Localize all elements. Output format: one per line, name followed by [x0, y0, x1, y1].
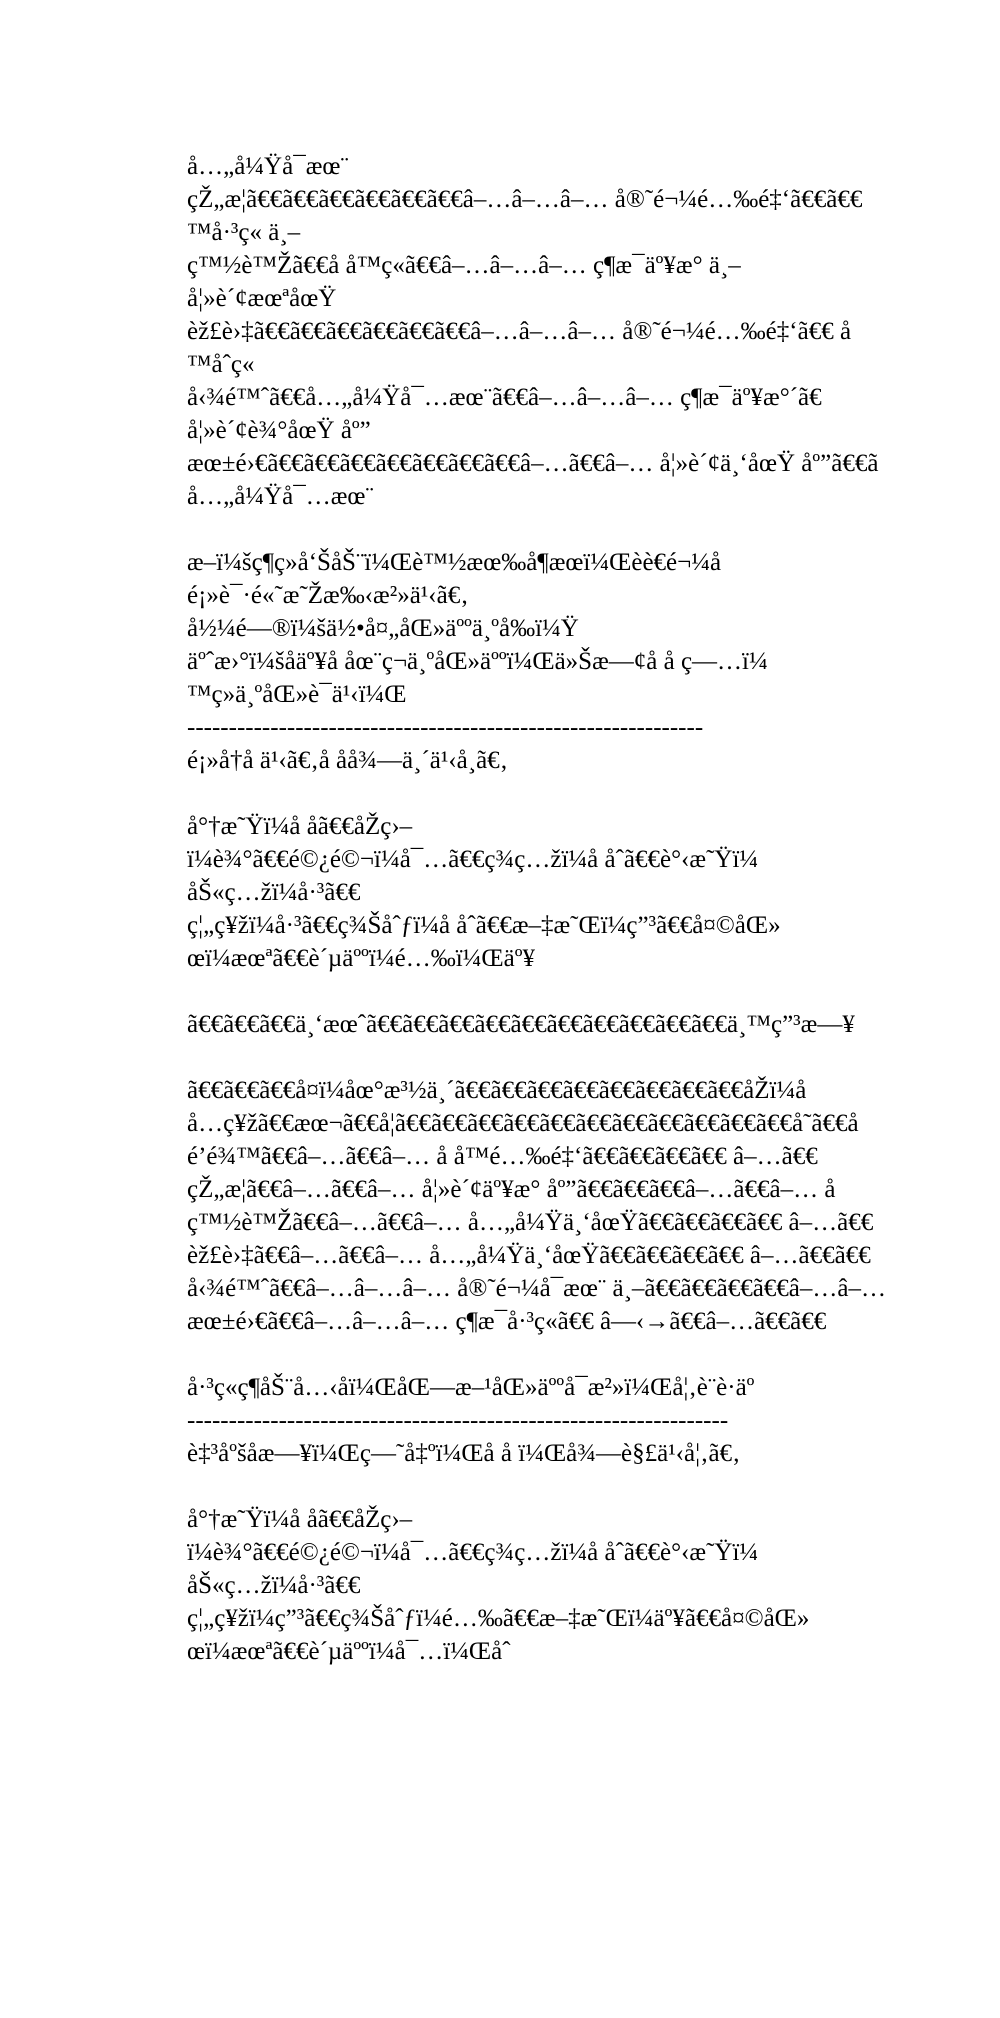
- text-line: æœ±é›€ã€€ã€€ã€€ã€€ã€€ã€€ã€€â–…ã€€â–… å¦»è´¢ä¸‘åœŸ åº”ã€€ã: [187, 450, 879, 477]
- paragraph-gap: [187, 975, 1000, 1008]
- text-line: è‡³åºšåæ—¥ï¼Œç—˜å‡ºï¼Œå å ï¼Œå¾—è§£ä¹‹å¦‚ã€‚: [187, 1440, 741, 1467]
- paragraph-gap: [187, 1338, 1000, 1371]
- text-line: ç™½è™Žã€€â–…ã€€â–… å…„å¼Ÿä¸‘åœŸã€€ã€€ã€€ã€€ â–…ã€€: [187, 1209, 874, 1236]
- text-line: åŠ«ç…žï¼å·³ã€€: [187, 879, 361, 906]
- text-line: ç™½è™Žã€€å å™ç«ã€€â–…â–…â–… ç¶æ¯äº¥æ° ä¸–: [187, 252, 741, 279]
- text-line: åŠ«ç…žï¼å·³ã€€: [187, 1572, 361, 1599]
- paragraph-gap: [187, 513, 1000, 546]
- date-line: ã€€ã€€ã€€ä¸‘æœˆã€€ã€€ã€€ã€€ã€€ã€€ã€€ã€€ã€€ã€€ä¸™ç”³æ—¥: [187, 1011, 855, 1038]
- text-line: å…ç¥žã€€æœ¬ã€€å¦ã€€ã€€ã€€ã€€ã€€ã€€ã€€ã€€ã€€ã€€ã€€å˜ã€€å: [187, 1110, 859, 1137]
- text-line: ™åˆç«: [187, 351, 255, 378]
- text-line: å…„å¼Ÿå¯…æœ¨: [187, 483, 374, 510]
- text-line: æœ±é›€ã€€â–…â–…â–… ç¶æ¯å·³ç«ã€€ â—‹→ã€€â–…ã€€ã€€: [187, 1308, 827, 1335]
- interpretation-block: [187, 546, 1000, 711]
- text-line: çŽ„æ¦ã€€ã€€ã€€ã€€ã€€ã€€â–…â–…â–… å®˜é¬¼é…‰é‡‘ã€€ã€€: [187, 186, 863, 213]
- text-line: å¦»è´¢æœªåœŸ: [187, 285, 337, 312]
- text-line: å°†æ˜Ÿï¼å åã€€åŽç›–: [187, 813, 413, 840]
- text-line: ç¦„ç¥žï¼å·³ã€€ç¾Šåˆƒï¼å åˆã€€æ–‡æ˜Œï¼ç”³ã€€å¤©åŒ»: [187, 912, 781, 939]
- text-line: ã€€ã€€ã€€å¤ï¼åœ°æ³½ä¸´ã€€ã€€ã€€ã€€ã€€ã€€ã€€ã€€åŽï¼å: [187, 1077, 807, 1104]
- text-line: ï¼è¾°ã€€é©¿é©¬ï¼å¯…ã€€ç¾ç…žï¼å åˆã€€è°‹æ˜Ÿï¼: [187, 1539, 759, 1566]
- divider-line: -----------------------------------------------------------------: [187, 1407, 729, 1434]
- text-line: èž£è›‡ã€€â–…ã€€â–… å…„å¼Ÿä¸‘åœŸã€€ã€€ã€€ã€€ â–…ã€€ã€€: [187, 1242, 871, 1269]
- hexagram-block-1: [187, 150, 1000, 513]
- shensha-block-2: [187, 1503, 1000, 1668]
- text-line: å°†æ˜Ÿï¼å åã€€åŽç›–: [187, 1506, 413, 1533]
- text-line: ™å·³ç« ä¸–: [187, 219, 301, 246]
- text-line: å½¼é—®ï¼šä½•å¤„åŒ»äººä¸ºå‰ï¼Ÿ: [187, 615, 579, 642]
- text-line: œï¼æœªã€€è´µäººï¼å¯…ï¼Œåˆ: [187, 1638, 511, 1665]
- document-page: [187, 150, 1000, 1668]
- text-line: å…„å¼Ÿå¯æœ¨: [187, 153, 349, 180]
- paragraph-gap: [187, 777, 1000, 810]
- hexagram-block-2: [187, 1074, 1000, 1338]
- text-line: å¦»è´¢è¾°åœŸ åº”: [187, 417, 371, 444]
- text-line: æ–ï¼šç¶ç»å‘ŠåŠ¨ï¼Œè™½æœ‰å¶æœï¼Œèè€é¬¼å: [187, 549, 722, 576]
- text-line: èž£è›‡ã€€ã€€ã€€ã€€ã€€ã€€â–…â–…â–… å®˜é¬¼é…‰é‡‘ã€€ å: [187, 318, 852, 345]
- text-line: ™ç»ä¸ºåŒ»è¯ä¹‹ï¼Œ: [187, 681, 407, 708]
- text-line: å‹¾é™ˆã€€â–…â–…â–… å®˜é¬¼å¯æœ¨ ä¸–ã€€ã€€ã€€ã€€â–…â–…: [187, 1275, 886, 1302]
- paragraph-gap: [187, 1041, 1000, 1074]
- text-line: ç¦„ç¥žï¼ç”³ã€€ç¾Šåˆƒï¼é…‰ã€€æ–‡æ˜Œï¼äº¥ã€€å¤©åŒ»: [187, 1605, 810, 1632]
- text-line: é¡»å†å ä¹‹ã€‚å åå¾—ä¸´ä¹‹å¸ã€‚: [187, 747, 508, 774]
- paragraph-gap: [187, 1470, 1000, 1503]
- shensha-block-1: [187, 810, 1000, 975]
- text-line: ï¼è¾°ã€€é©¿é©¬ï¼å¯…ã€€ç¾ç…žï¼å åˆã€€è°‹æ˜Ÿï¼: [187, 846, 759, 873]
- text-line: å‹¾é™ˆã€€å…„å¼Ÿå¯…æœ¨ã€€â–…â–…â–… ç¶æ¯äº¥æ°´ã€: [187, 384, 822, 411]
- divider-line: --------------------------------------------------------------: [187, 714, 704, 741]
- text-line: œï¼æœªã€€è´µäººï¼é…‰ï¼Œäº¥: [187, 945, 535, 972]
- text-line: äºˆæ›°ï¼šåäº¥å åœ¨ç¬ä¸ºåŒ»äººï¼Œä»Šæ—¢å å ç—…ï¼: [187, 648, 768, 675]
- text-line: é¡»è¯·é«˜æ˜Žæ‰‹æ²»ä¹‹ã€‚: [187, 582, 469, 609]
- text-line: å·³ç«ç¶åŠ¨å…‹åï¼ŒåŒ—æ–¹åŒ»äººå¯æ²»ï¼Œå¦‚è¨è·äº: [187, 1374, 755, 1401]
- text-line: é’é¾™ã€€â–…ã€€â–… å å™é…‰é‡‘ã€€ã€€ã€€ã€€ â–…ã€€: [187, 1143, 818, 1170]
- text-line: çŽ„æ¦ã€€â–…ã€€â–… å¦»è´¢äº¥æ° åº”ã€€ã€€ã€€â–…ã€€â–… å: [187, 1176, 836, 1203]
